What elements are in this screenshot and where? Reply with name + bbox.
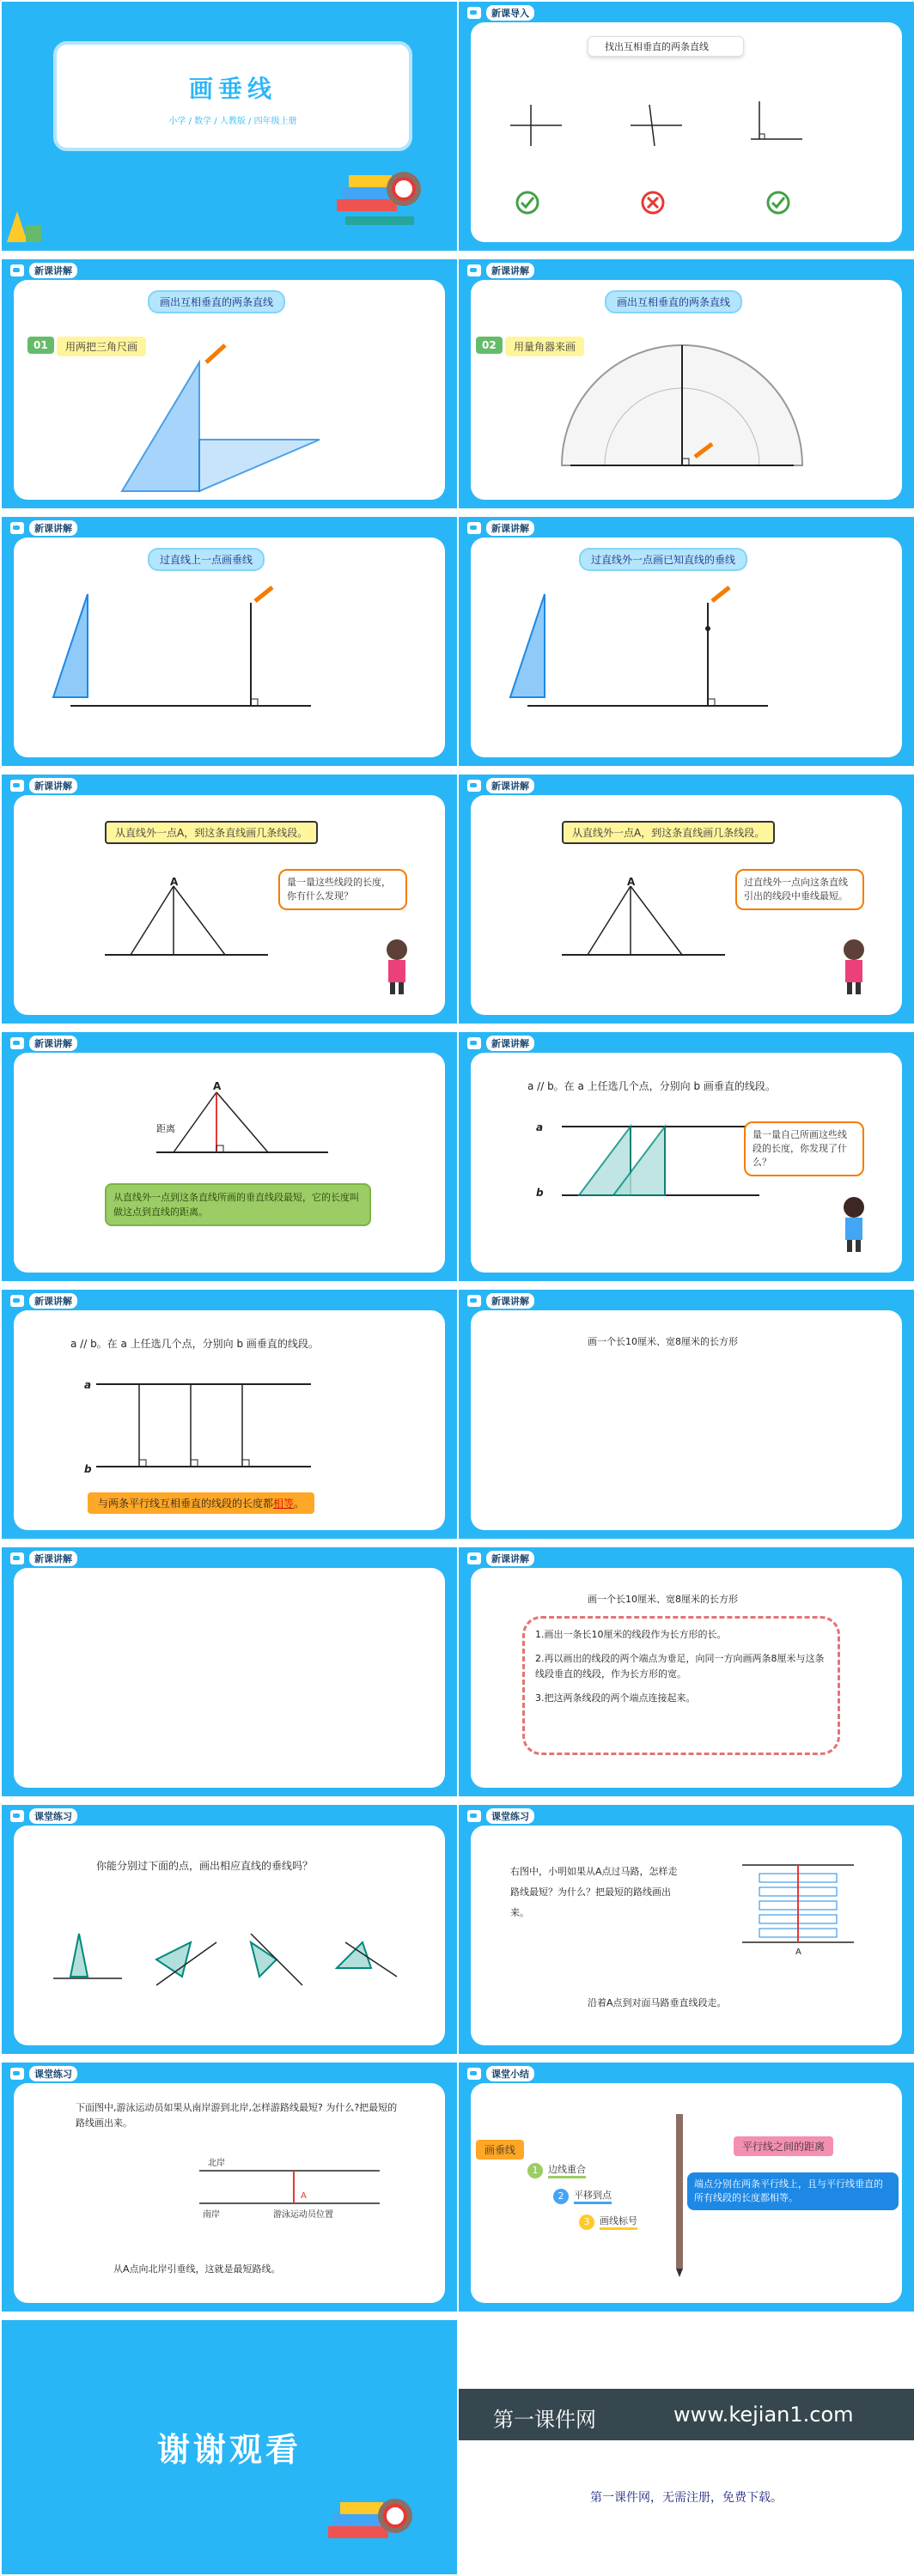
south-bank-label: 南岸 <box>203 2210 220 2220</box>
question-text: 你能分别过下面的点，画出相应直线的垂线吗？ <box>96 1860 314 1872</box>
slide-panel <box>14 1568 445 1788</box>
triangle-rulers-figure <box>113 345 371 500</box>
slide-parallel-question[interactable] <box>459 1032 914 1281</box>
slide-title[interactable] <box>2 2 457 251</box>
speech-bubble: 量一量这些线段的长度，你有什么发现？ <box>278 869 407 910</box>
distance-figure <box>156 1084 328 1170</box>
slide-tag: 新课讲解 <box>10 1036 77 1051</box>
thanks-text: 谢谢观看 <box>156 2431 302 2469</box>
chat-icon <box>10 2068 24 2080</box>
item-label: 边线重合 <box>548 2162 586 2178</box>
question-box: 从直线外一点A，到这条直线画几条线段。 <box>562 821 775 844</box>
question-text: 右图中，小明如果从A点过马路，怎样走路线最短？为什么？把最短的路线画出来。 <box>510 1866 678 1918</box>
item-number: 3 <box>579 2215 594 2230</box>
slide-method-02[interactable] <box>459 259 914 508</box>
right-text: 端点分别在两条平行线上，且与平行线垂直的所有线段的长度都相等。 <box>687 2172 899 2210</box>
chat-icon <box>467 2068 481 2080</box>
summary-item-1 <box>527 2162 586 2178</box>
instruction-text: a // b。在 a 上任选几个点，分别向 b 画垂直的线段。 <box>70 1338 319 1350</box>
slide-segments-question[interactable] <box>2 775 457 1024</box>
chat-icon <box>10 780 24 792</box>
line-a-label: a <box>536 1121 544 1133</box>
slide-tag: 新课讲解 <box>467 263 534 278</box>
slide-intro[interactable] <box>459 2 914 251</box>
steps-box <box>522 1616 840 1755</box>
slide-tag <box>467 5 534 21</box>
slide-perp-through-point-on-line[interactable] <box>2 517 457 766</box>
task-title: 画一个长10厘米、宽8厘米的长方形 <box>588 1594 738 1605</box>
chat-icon <box>467 1810 481 1822</box>
right-title: 平行线之间的距离 <box>734 2136 833 2156</box>
slide-practice-1[interactable] <box>2 1805 457 2054</box>
pencil-divider <box>673 2114 686 2277</box>
slide-tag: 新课讲解 <box>10 263 77 278</box>
segments-figure <box>562 869 734 963</box>
item-label: 画线标号 <box>600 2214 637 2230</box>
slide-tag: 新课讲解 <box>467 1293 534 1309</box>
slide-thanks[interactable] <box>2 2320 457 2574</box>
answer-text: 沿着A点到对面马路垂直线段走。 <box>588 1997 727 2008</box>
slide-tag: 课堂练习 <box>467 1808 534 1824</box>
slide-tag: 新课讲解 <box>10 520 77 536</box>
chat-icon <box>10 1295 24 1307</box>
slide-blank[interactable] <box>2 1547 457 1796</box>
point-label: A <box>170 876 179 888</box>
brand-url[interactable]: www.kejian1.com <box>673 2403 854 2427</box>
slide-tag: 新课讲解 <box>10 1293 77 1309</box>
parallel-lines-figure <box>96 1367 320 1479</box>
brand-footer: 第一课件网，无需注册，免费下载。 <box>590 2491 783 2505</box>
summary-item-2 <box>553 2188 612 2204</box>
slide-summary[interactable] <box>459 2063 914 2312</box>
prompt-text: 找出互相垂直的两条直线 <box>605 41 709 52</box>
tag-label: 新课导入 <box>486 5 534 21</box>
slide-tag: 课堂练习 <box>10 2066 77 2081</box>
chat-icon <box>467 264 481 276</box>
chat-icon <box>467 1037 481 1049</box>
chat-icon <box>10 1810 24 1822</box>
chat-icon <box>10 1552 24 1564</box>
chat-icon <box>467 1295 481 1307</box>
north-bank-label: 北岸 <box>208 2159 225 2168</box>
shapes-decoration <box>5 211 57 246</box>
parallel-lines-figure <box>545 1109 768 1221</box>
step-number: 01 <box>27 337 54 354</box>
item-label: 平移到点 <box>574 2188 612 2204</box>
perpendicular-figure <box>53 577 397 749</box>
slide-tag: 课堂练习 <box>10 1808 77 1824</box>
slide-method-01[interactable] <box>2 259 457 508</box>
item-number: 2 <box>553 2189 569 2204</box>
distance-label: 距离 <box>156 1123 175 1134</box>
line-b-label: b <box>84 1463 92 1475</box>
swimmer-label: 游泳运动员位置 <box>273 2210 333 2220</box>
point-label: A <box>301 2191 307 2201</box>
point-label: A <box>627 876 636 888</box>
slide-distance[interactable] <box>2 1032 457 1281</box>
slide-tag: 新课讲解 <box>467 778 534 793</box>
method-label: 用量角器来画 <box>505 337 584 356</box>
summary-item-3 <box>579 2214 637 2230</box>
point-label: A <box>213 1080 222 1092</box>
conclusion-note: 从直线外一点到这条直线所画的垂直线段最短，它的长度叫做这点到直线的距离。 <box>105 1183 371 1226</box>
line-a-label: a <box>84 1379 92 1391</box>
section-pill: 过直线外一点画已知直线的垂线 <box>579 548 747 571</box>
slide-tag: 新课讲解 <box>467 1036 534 1051</box>
slide-tag: 新课讲解 <box>467 1551 534 1566</box>
item-number: 1 <box>527 2163 543 2178</box>
slide-tag: 课堂小结 <box>467 2066 534 2081</box>
boy-figure <box>837 1195 871 1255</box>
crosswalk-figure <box>742 1856 862 1959</box>
books-illustration <box>328 148 431 242</box>
step-3: 3.把这两条线段的两个端点连接起来。 <box>535 1692 696 1704</box>
slide-subtitle: 小学 / 数学 / 人教版 / 四年级上册 <box>168 117 297 126</box>
instruction-text: a // b。在 a 上任选几个点，分别向 b 画垂直的线段。 <box>527 1080 776 1092</box>
books-illustration <box>320 2475 423 2561</box>
step-2: 2.再以画出的线段的两个端点为垂足，向同一方向画两条8厘米与这条线段垂直的线段，作为长方形的宽。 <box>535 1653 825 1680</box>
slide-tag: 新课讲解 <box>467 520 534 536</box>
question-text: 下面图中,游泳运动员如果从南岸游到北岸,怎样游路线最短? 为什么?把最短的路线画出来。 <box>76 2102 398 2129</box>
conclusion-bar <box>88 1492 314 1514</box>
section-pill: 过直线上一点画垂线 <box>148 548 265 571</box>
speech-bubble: 量一量自己所画这些线段的长度，你发现了什么？ <box>744 1121 864 1176</box>
slide-tag: 新课讲解 <box>10 1551 77 1566</box>
slide-tag: 新课讲解 <box>10 778 77 793</box>
task-text: 画一个长10厘米、宽8厘米的长方形 <box>588 1336 738 1347</box>
slide-segments-answer[interactable] <box>459 775 914 1024</box>
river-figure <box>199 2166 388 2217</box>
line-b-label: b <box>536 1187 544 1199</box>
conclusion-answer: 相等 <box>273 1498 295 1510</box>
slide-title-text: 画垂线 <box>188 75 277 103</box>
protractor-figure <box>553 337 811 491</box>
chat-icon <box>467 522 481 534</box>
chat-icon <box>467 780 481 792</box>
conclusion-prefix: 与两条平行线互相垂直的线段的长度都 <box>98 1498 274 1510</box>
girl-figure <box>380 938 414 998</box>
point-label: A <box>795 1947 801 1957</box>
section-pill: 画出互相垂直的两条直线 <box>148 290 285 313</box>
slide-practice-3[interactable] <box>2 2063 457 2312</box>
brand-name[interactable]: 第一课件网 <box>493 2408 596 2432</box>
segments-figure <box>105 869 277 963</box>
step-1: 1.画出一条长10厘米的线段作为长方形的长。 <box>535 1629 727 1640</box>
slide-perp-through-point-off-line[interactable] <box>459 517 914 766</box>
practice-figures <box>53 1908 414 1994</box>
question-box: 从直线外一点A，到这条直线画几条线段。 <box>105 821 318 844</box>
speech-bubble: 过直线外一点向这条直线引出的线段中垂线最短。 <box>735 869 864 910</box>
chat-icon <box>10 1037 24 1049</box>
perpendicular-figure <box>510 577 854 749</box>
section-pill: 画出互相垂直的两条直线 <box>605 290 742 313</box>
slide-brand[interactable] <box>459 2320 914 2574</box>
summary-topic: 画垂线 <box>476 2140 524 2160</box>
chat-icon <box>10 522 24 534</box>
step-number: 02 <box>476 337 503 354</box>
slide-parallel-answer[interactable] <box>2 1290 457 1539</box>
chat-icon <box>10 264 24 276</box>
slide-rectangle-task[interactable] <box>459 1290 914 1539</box>
method-label: 用两把三角尺画 <box>57 337 146 356</box>
chat-icon <box>467 1552 481 1564</box>
girl-figure <box>837 938 871 998</box>
slide-practice-2[interactable] <box>459 1805 914 2054</box>
slide-rectangle-steps[interactable] <box>459 1547 914 1796</box>
conclusion-suffix: 。 <box>294 1498 305 1510</box>
answer-text: 从A点向北岸引垂线，这就是最短路线。 <box>113 2263 281 2275</box>
line-pairs-figure <box>459 53 871 225</box>
chat-icon <box>467 7 481 19</box>
